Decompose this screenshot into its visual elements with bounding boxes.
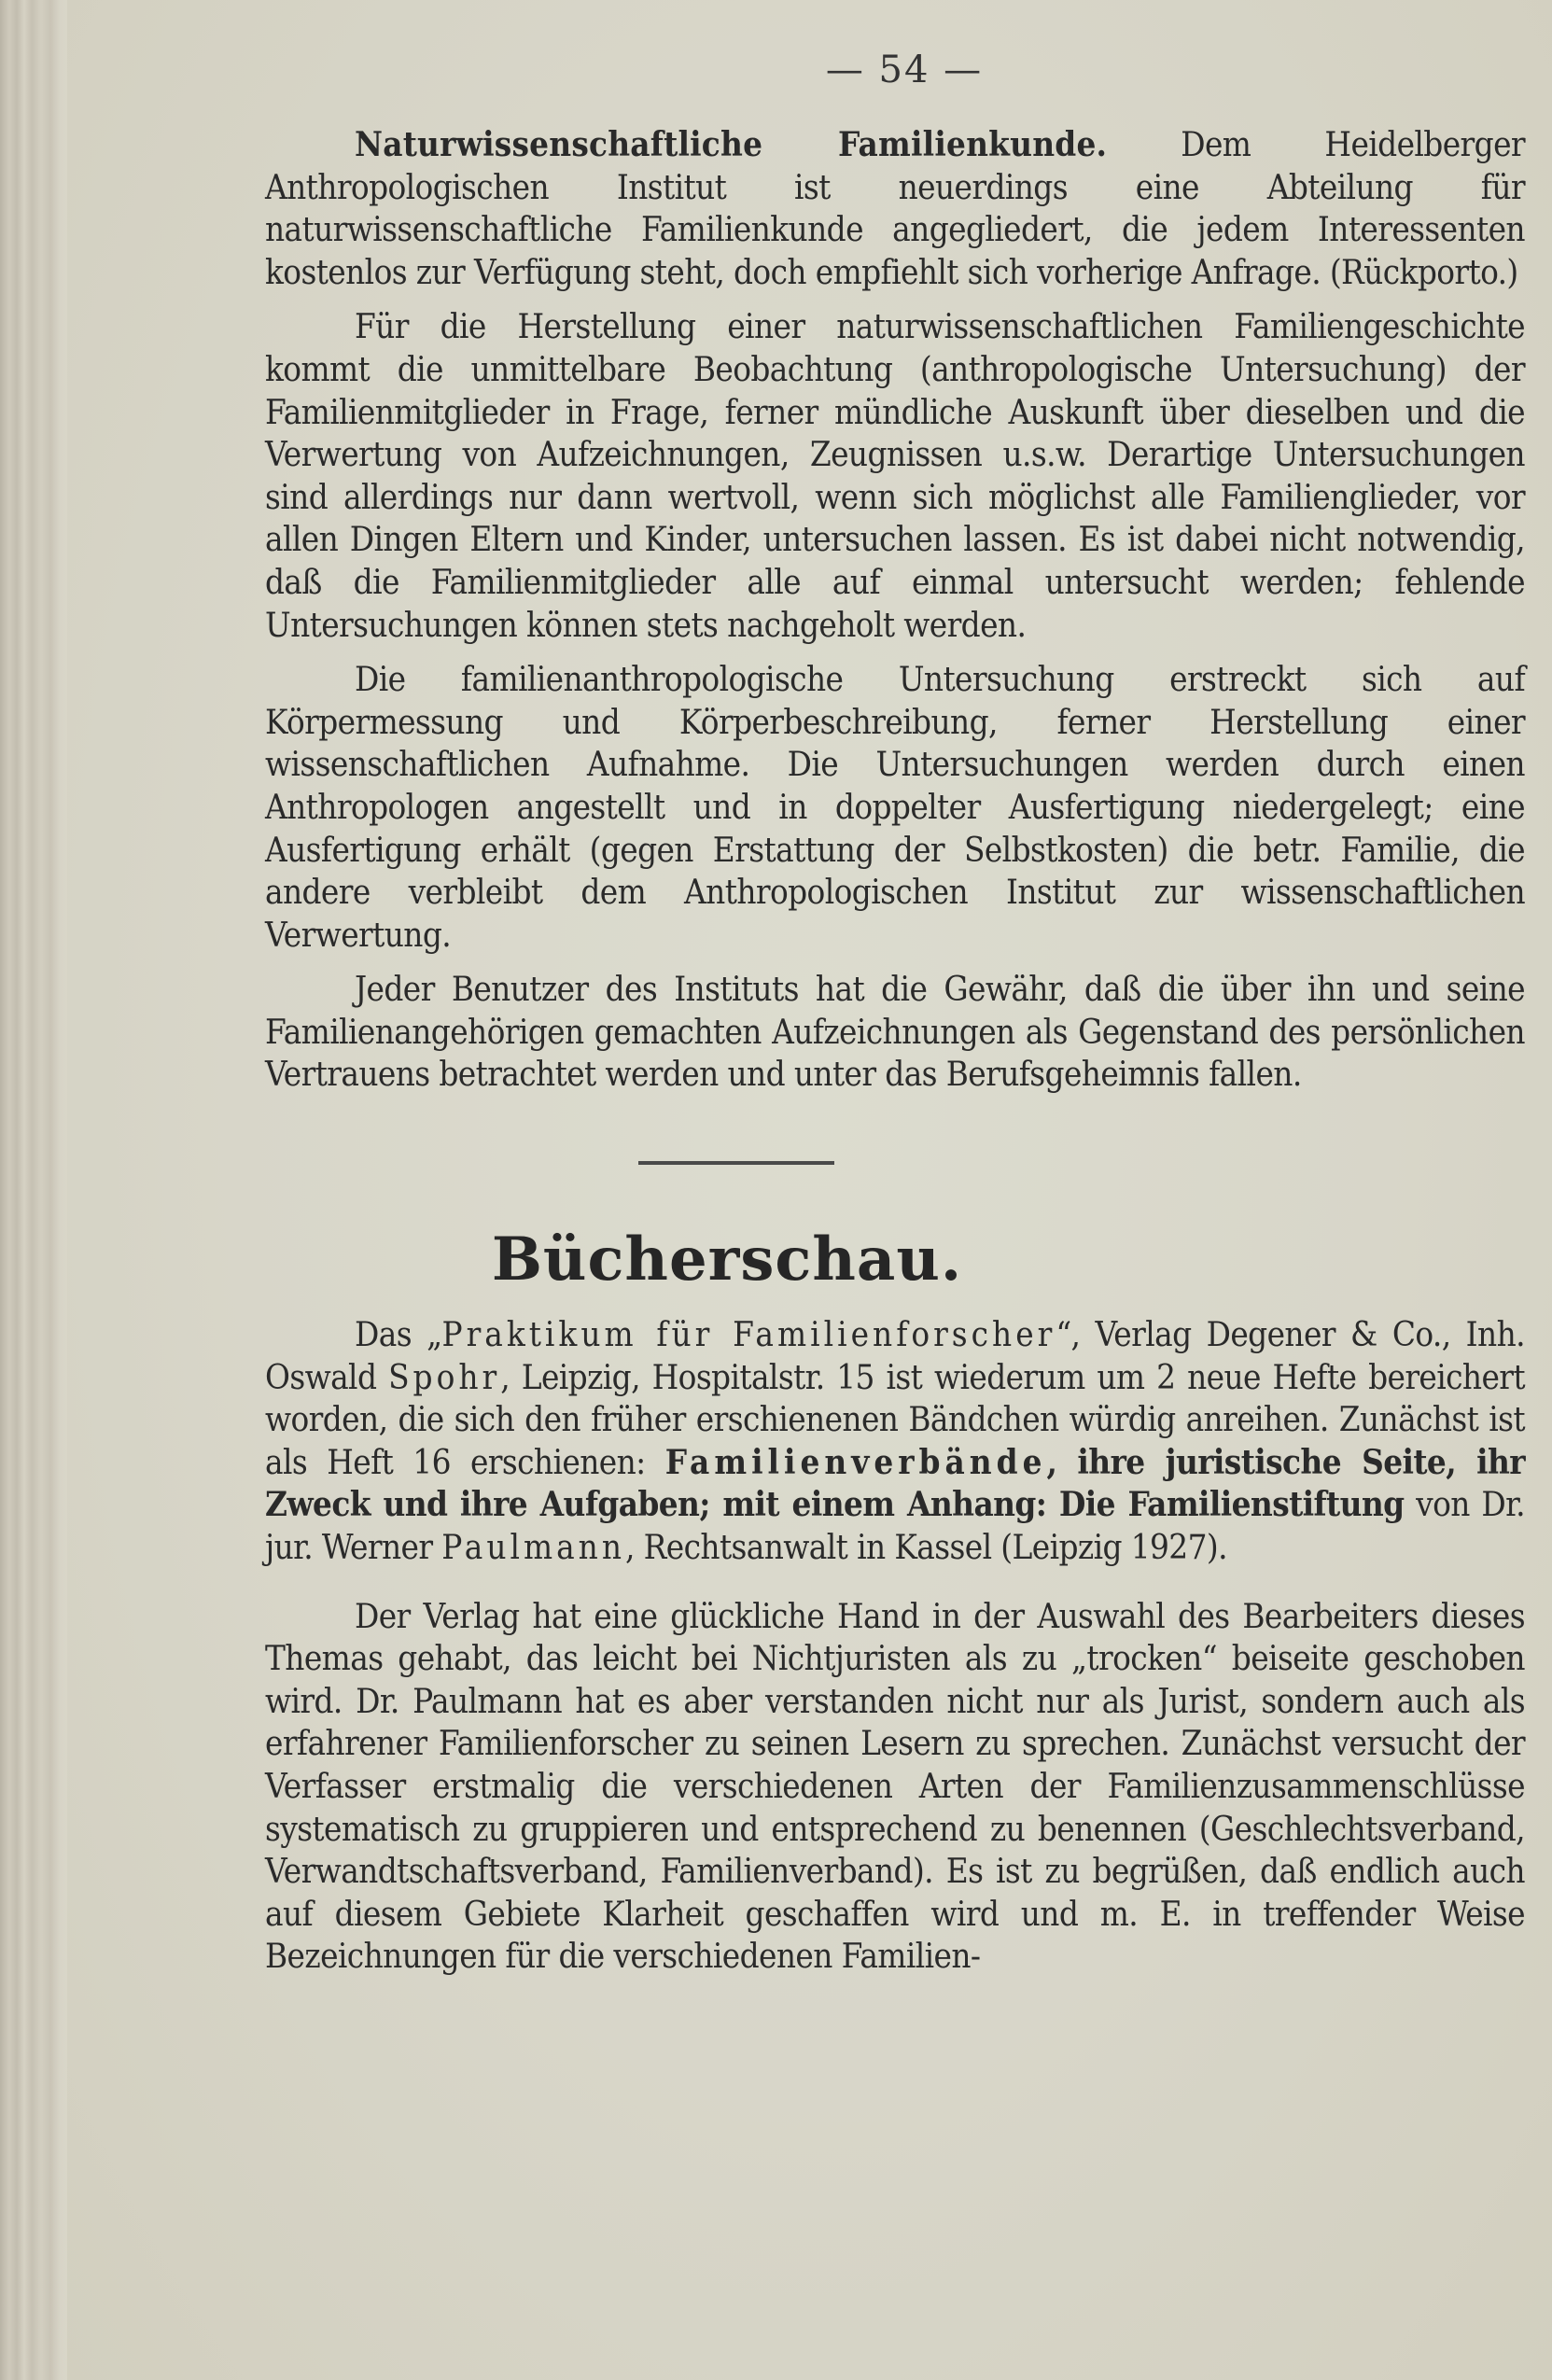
text-run: Das „ [355,1314,442,1355]
book-title-spaced: Familienverbände [664,1441,1047,1482]
paragraph-text: Dem Heidelberger Anthropologischen Institut ist neuerdings eine Abteilung für naturwissenschaftliche Familienkunde angegliedert, die jedem Interessenten kostenlos zur Verfügung steht, doch empfiehlt sich vorherige Anfrage. (Rückporto.) [265,124,1525,292]
section-heading: Bücherschau. [491,1225,963,1295]
review-paragraph [265,1313,1525,1569]
publisher-owner-surname: Spohr [388,1356,501,1397]
article-naturwissenschaftliche-familienkunde [265,123,1525,1096]
book-page [67,0,1552,2380]
article-paragraph: Für die Herstellung einer naturwissenschaftlichen Familiengeschichte kommt die unmittelbare Beobachtung (anthropologische Untersuchung) der Familienmitglieder in Frage, ferner mündliche Auskunft über dieselben und die Verwertung von Aufzeichnungen, Zeugnissen u.s.w. Derartige Untersuchungen sind allerdings nur dann wertvoll, wenn sich möglichst alle Familienglieder, vor allen Dingen Eltern und Kinder, untersuchen lassen. Es ist dabei nicht notwendig, daß die Familienmitglieder alle auf einmal untersucht werden; fehlende Untersuchungen können stets nachgeholt werden. [265,306,1525,645]
article-paragraph: Die familienanthropologische Untersuchung erstreckt sich auf Körpermessung und Körperbeschreibung, ferner Herstellung einer wissenschaftlichen Aufnahme. Die Untersuchungen werden durch einen Anthropologen angestellt und in doppelter Ausfertigung niedergelegt; eine Ausfertigung erhält (gegen Erstattung der Selbstkosten) die betr. Familie, die andere verbleibt dem Anthropologischen Institut zur wissenschaftlichen Verwertung. [265,659,1525,955]
review-paragraph: Der Verlag hat eine glückliche Hand in der Auswahl des Bearbeiters dieses Themas gehabt, das leicht bei Nichtjuristen als zu „trocken“ beiseite geschoben wird. Dr. Paulmann hat es aber verstanden nicht nur als Jurist, sondern auch als erfahrener Familienforscher zu seinen Lesern zu sprechen. Zunächst versucht der Verfasser erstmalig die verschiedenen Arten der Familienzusammenschlüsse systematisch zu gruppieren und entsprechend zu benennen (Geschlechtsverband, Verwandtschaftsverband, Familienverband). Es ist zu begrüßen, daß endlich auch auf diesem Gebiete Klarheit geschaffen wird und m. E. in treffender Weise Bezeichnungen für die verschiedenen Familien- [265,1595,1525,1977]
series-title: Praktikum für Familienforscher [441,1314,1056,1355]
text-run: , Leipzig, Hospitalstr. 15 ist wiederum um 2 neue Hefte bereichert worden, die sich den früher erschienenen Bändchen würdig anreihen. Zunächst ist als Heft 16 erschienen: [265,1356,1526,1482]
author-surname: Paulmann [441,1527,625,1568]
page-content [265,49,1525,1978]
page-number: — 54 — [825,49,984,91]
book-gutter [0,0,67,2380]
text-run: , Rechtsanwalt in Kassel (Leipzig 1927). [625,1527,1227,1568]
book-title: , ihre juristische Seite, ihr Zweck und ihre Aufgaben; mit einem Anhang: Die Familienstiftung [265,1441,1525,1525]
article-paragraph: Jeder Benutzer des Instituts hat die Gewähr, daß die über ihn und seine Familienangehörigen gemachten Aufzeichnungen als Gegenstand des persönlichen Vertrauens betrachtet werden und unter das Berufsgeheimnis fallen. [265,969,1525,1095]
article-paragraph [265,123,1525,293]
article-heading: Naturwissenschaftliche Familienkunde. [355,124,1108,164]
section-buecherschau [265,1225,1525,1978]
text-run: “, Verlag Degener & Co., Inh. Oswald [265,1314,1525,1397]
text-run: von Dr. jur. Werner [265,1484,1526,1568]
section-divider [638,1161,834,1165]
